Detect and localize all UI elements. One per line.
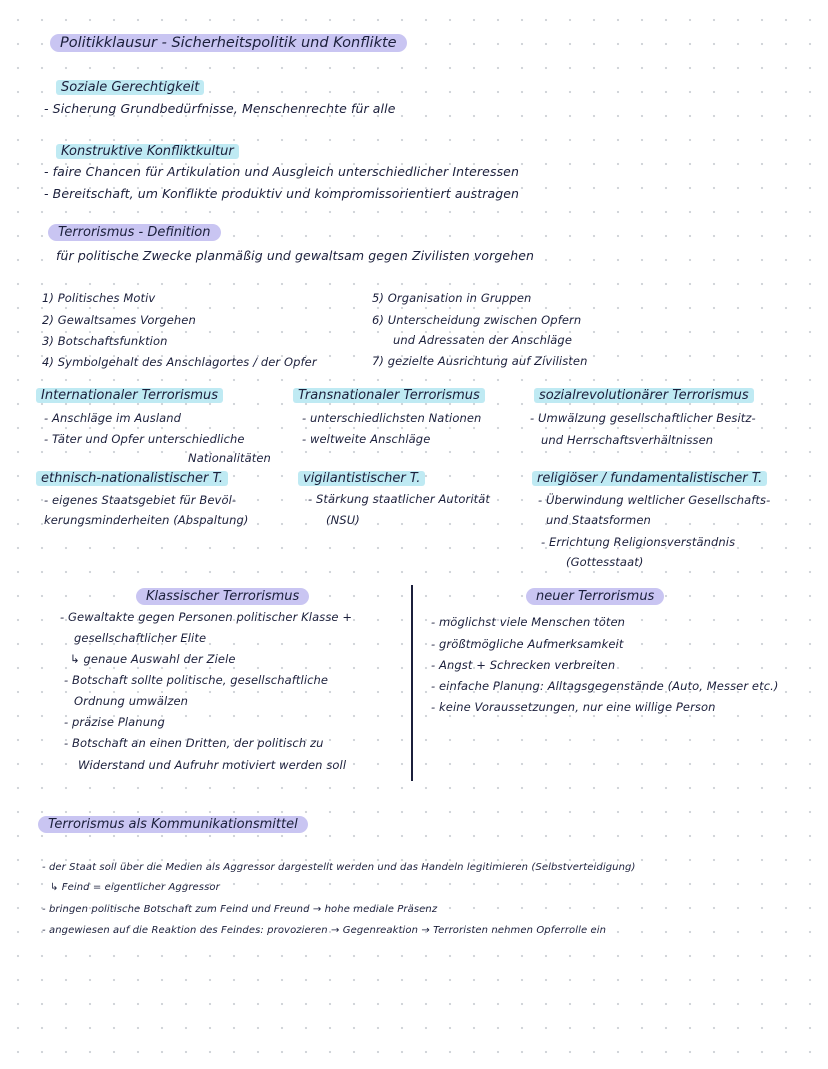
ethnisch-line-2: kerungsminderheiten (Abspaltung) [44, 513, 249, 527]
transnational-line-1: - unterschiedlichsten Nationen [302, 411, 482, 425]
kommunikation-line-2: ↳ Feind = eigentlicher Aggressor [50, 882, 220, 893]
neu-line-3: - Angst + Schrecken verbreiten [431, 658, 616, 672]
klassisch-line-6: - präzise Planung [64, 715, 165, 729]
klassisch-line-8: Widerstand und Aufruhr motiviert werden soll [78, 758, 347, 772]
international-line-3: Nationalitäten [188, 451, 271, 465]
neu-line-2: - größtmögliche Aufmerksamkeit [431, 637, 624, 651]
sozialrevolutionaer-line-1: - Umwälzung gesellschaftlicher Besitz- [530, 411, 756, 425]
konstruktive-line-2: - Bereitschaft, um Konflikte produktiv und kompromissorientiert austragen [44, 186, 520, 201]
heading-ethnisch-nationalistischer: ethnisch-nationalistischer T. [36, 471, 228, 486]
merkmal-6-cont: und Adressaten der Anschläge [393, 333, 572, 347]
klassisch-line-2: gesellschaftlicher Elite [74, 631, 207, 645]
page-title: Politikklausur - Sicherheitspolitik und Konflikte [50, 34, 407, 52]
merkmal-3: 3) Botschaftsfunktion [42, 334, 168, 348]
kommunikation-line-3: - bringen politische Botschaft zum Feind und Freund → hohe mediale Präsenz [42, 904, 438, 915]
heading-sozialrevolutionaerer-terrorismus: sozialrevolutionärer Terrorismus [534, 388, 754, 403]
heading-vigilantistischer: vigilantistischer T. [298, 471, 425, 486]
heading-soziale-gerechtigkeit: Soziale Gerechtigkeit [56, 80, 204, 95]
heading-terrorismus-kommunikationsmittel: Terrorismus als Kommunikationsmittel [38, 816, 308, 833]
soziale-line-1: - Sicherung Grundbedürfnisse, Menschenrechte für alle [44, 101, 396, 116]
neu-line-4: - einfache Planung: Alltagsgegenstände (Auto, Messer etc.) [431, 679, 779, 693]
heading-transnationaler-terrorismus: Transnationaler Terrorismus [293, 388, 485, 403]
heading-konstruktive-konfliktkultur: Konstruktive Konfliktkultur [56, 144, 239, 159]
klassisch-line-3: ↳ genaue Auswahl der Ziele [70, 652, 236, 666]
heading-internationaler-terrorismus: Internationaler Terrorismus [36, 388, 223, 403]
column-divider [411, 585, 413, 781]
heading-terrorismus-definition: Terrorismus - Definition [48, 224, 221, 241]
international-line-2: - Täter und Opfer unterschiedliche [44, 432, 245, 446]
klassisch-line-4: - Botschaft sollte politische, gesellschaftliche [64, 673, 329, 687]
merkmal-1: 1) Politisches Motiv [42, 291, 156, 305]
kommunikation-line-4: - angewiesen auf die Reaktion des Feindes: provozieren → Gegenreaktion → Terroristen nehmen Opferrolle ein [42, 925, 607, 936]
merkmal-6: 6) Unterscheidung zwischen Opfern [372, 313, 582, 327]
terrorismus-definition-text: für politische Zwecke planmäßig und gewaltsam gegen Zivilisten vorgehen [56, 248, 535, 263]
international-line-1: - Anschläge im Ausland [44, 411, 182, 425]
kommunikation-line-1: - der Staat soll über die Medien als Aggressor dargestellt werden und das Handeln legitimieren (Selbstverteidigung) [42, 862, 636, 873]
neu-line-5: - keine Voraussetzungen, nur eine willige Person [431, 700, 716, 714]
heading-klassischer-terrorismus: Klassischer Terrorismus [136, 588, 309, 605]
merkmal-7: 7) gezielte Ausrichtung auf Zivilisten [372, 354, 588, 368]
konstruktive-line-1: - faire Chancen für Artikulation und Ausgleich unterschiedlicher Interessen [44, 164, 519, 179]
merkmal-2: 2) Gewaltsames Vorgehen [42, 313, 196, 327]
klassisch-line-1: - Gewaltakte gegen Personen politischer Klasse + [60, 610, 353, 624]
heading-neuer-terrorismus: neuer Terrorismus [526, 588, 664, 605]
transnational-line-2: - weltweite Anschläge [302, 432, 431, 446]
religioes-line-3: - Errichtung Religionsverständnis [541, 535, 736, 549]
religioes-line-1: - Überwindung weltlicher Gesellschafts- [538, 493, 771, 507]
religioes-line-4: (Gottesstaat) [566, 555, 644, 569]
klassisch-line-5: Ordnung umwälzen [74, 694, 189, 708]
heading-religioeser-terrorismus: religiöser / fundamentalistischer T. [532, 471, 767, 486]
ethnisch-line-1: - eigenes Staatsgebiet für Bevöl- [44, 493, 237, 507]
sozialrevolutionaer-line-2: und Herrschaftsverhältnissen [541, 433, 714, 447]
merkmal-5: 5) Organisation in Gruppen [372, 291, 532, 305]
merkmal-4: 4) Symbolgehalt des Anschlagortes / der Opfer [42, 355, 317, 369]
vigilantistisch-line-1: - Stärkung staatlicher Autorität [308, 492, 491, 506]
klassisch-line-7: - Botschaft an einen Dritten, der politisch zu [64, 736, 324, 750]
vigilantistisch-line-2: (NSU) [326, 513, 360, 527]
neu-line-1: - möglichst viele Menschen töten [431, 615, 626, 629]
religioes-line-2: und Staatsformen [546, 513, 651, 527]
